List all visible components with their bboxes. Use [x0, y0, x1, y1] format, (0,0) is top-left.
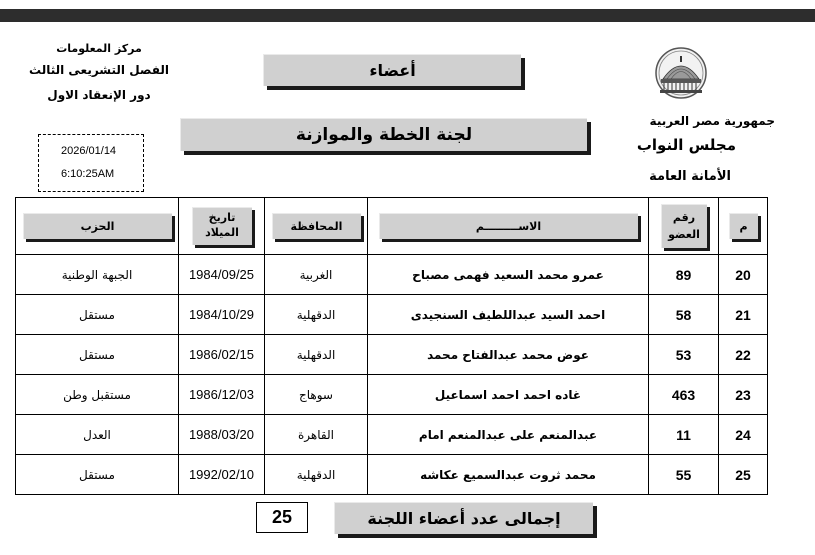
num-cell: 25 [719, 455, 768, 495]
top-bar [0, 9, 815, 22]
print-date: 2026/01/14 [61, 145, 117, 157]
session-label: دور الإنعقاد الاول [47, 88, 151, 102]
governorate-cell: الدقهلية [265, 455, 368, 495]
country-label: جمهورية مصر العربية [649, 114, 775, 128]
header-governorate: المحافظة [272, 213, 361, 239]
birthdate-cell: 1988/03/20 [179, 415, 265, 455]
table-row [16, 415, 768, 455]
table-row [16, 335, 768, 375]
party-cell: مستقل [16, 455, 179, 495]
governorate-cell: الدقهلية [265, 335, 368, 375]
header-member-id-line1: رقم [672, 211, 696, 224]
secretariat-label: الأمانة العامة [649, 169, 731, 184]
table-row [16, 295, 768, 335]
num-cell: 20 [719, 255, 768, 295]
total-members-value: 25 [256, 502, 308, 533]
header-birthdate-line1: تاريخ [208, 211, 236, 224]
header-name: الاســـــــــم [379, 213, 638, 239]
party-cell: مستقل [16, 295, 179, 335]
birthdate-cell: 1992/02/10 [179, 455, 265, 495]
member-id-cell: 89 [649, 255, 719, 295]
info-center-block [14, 40, 184, 108]
header-birthdate-line2: الميلاد [205, 226, 239, 239]
table-row [16, 375, 768, 415]
header-member-id-line2: العضو [668, 228, 700, 241]
member-id-cell: 58 [649, 295, 719, 335]
party-cell: العدل [16, 415, 179, 455]
header-party: الحزب [23, 213, 172, 239]
num-cell: 23 [719, 375, 768, 415]
name-cell: عوض محمد عبدالفتاح محمد [368, 335, 649, 375]
name-cell: محمد ثروت عبدالسميع عكاشه [368, 455, 649, 495]
parliament-label: مجلس النواب [636, 136, 736, 154]
num-cell: 21 [719, 295, 768, 335]
name-cell: عبدالمنعم على عبدالمنعم امام [368, 415, 649, 455]
total-members-label: إجمالى عدد أعضاء اللجنة [334, 502, 593, 534]
table-row [16, 255, 768, 295]
member-id-cell: 53 [649, 335, 719, 375]
governorate-cell: سوهاج [265, 375, 368, 415]
print-time: 6:10:25AM [61, 168, 115, 180]
header-birthdate [192, 207, 252, 245]
governorate-cell: الغربية [265, 255, 368, 295]
party-cell: مستقبل وطن [16, 375, 179, 415]
members-table [15, 197, 768, 495]
parliament-dome-emblem-icon [649, 47, 713, 99]
name-cell: غاده احمد احمد اسماعيل [368, 375, 649, 415]
table-row [16, 455, 768, 495]
governorate-cell: الدقهلية [265, 295, 368, 335]
print-datetime-box [38, 134, 144, 192]
page-title: أعضاء [263, 54, 521, 86]
birthdate-cell: 1984/10/29 [179, 295, 265, 335]
party-cell: مستقل [16, 335, 179, 375]
header-num: م [729, 213, 758, 239]
name-cell: احمد السيد عبداللطيف السنجيدى [368, 295, 649, 335]
info-center-label: مركز المعلومات [56, 42, 142, 55]
governorate-cell: القاهرة [265, 415, 368, 455]
header-member-id [661, 204, 707, 248]
legislative-term-label: الفصل التشريعى الثالث [29, 63, 169, 77]
member-id-cell: 11 [649, 415, 719, 455]
birthdate-cell: 1986/02/15 [179, 335, 265, 375]
member-id-cell: 55 [649, 455, 719, 495]
birthdate-cell: 1986/12/03 [179, 375, 265, 415]
member-id-cell: 463 [649, 375, 719, 415]
name-cell: عمرو محمد السعيد فهمى مصباح [368, 255, 649, 295]
party-cell: الجبهة الوطنية [16, 255, 179, 295]
table-header-row [16, 198, 768, 255]
committee-name: لجنة الخطة والموازنة [180, 118, 587, 151]
birthdate-cell: 1984/09/25 [179, 255, 265, 295]
num-cell: 22 [719, 335, 768, 375]
num-cell: 24 [719, 415, 768, 455]
